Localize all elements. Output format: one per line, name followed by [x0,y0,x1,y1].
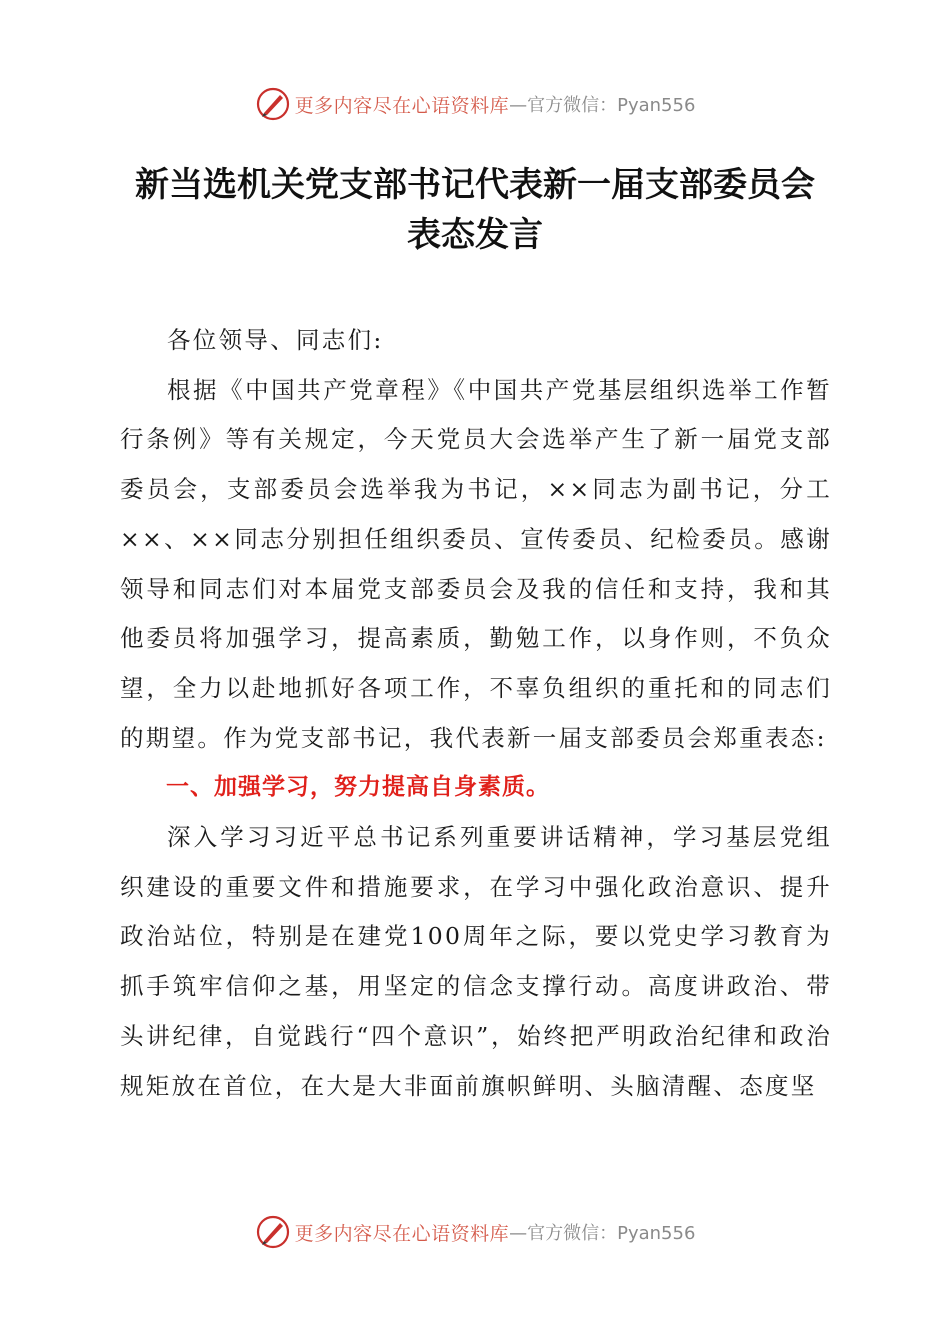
title-line-1: 新当选机关党支部书记代表新一届支部委员会 [135,165,815,205]
watermark-wechat: —官方微信：Pyan556 [509,1223,696,1244]
salutation: 各位领导、同志们: [167,326,384,354]
paragraph-2: 深入学习习近平总书记系列重要讲话精神，学习基层党组织建设的重要文件和措施要求，在学习中强化政治意识、提升政治站位，特别是在建党100周年之际，要以党史学习教育为抓手筑牢信仰之基，用坚定的信念支撑行动。高度讲政治、带头讲纪律，自觉践行“四个意识”，始终把严明政治纪律和政治规矩放在首位，在大是大非面前旗帜鲜明、头脑清醒、态度坚 [120,823,832,1100]
paragraph-1: 根据《中国共产党章程》《中国共产党基层组织选举工作暂行条例》等有关规定，今天党员大会选举产生了新一届党支部委员会，支部委员会选举我为书记，××同志为副书记，分工××、××同志分别担任组织委员、宣传委员、纪检委员。感谢领导和同志们对本届党支部委员会及我的信任和支持，我和其他委员将加强学习，提高素质，勤勉工作，以身作则，不负众望，全力以赴地抓好各项工作，不辜负组织的重托和的同志们的期望。作为党支部书记，我代表新一届支部委员会郑重表态: [120,375,832,752]
watermark-wechat: —官方微信：Pyan556 [509,95,696,116]
section-heading-1: 一、加强学习，努力提高自身素质。 [166,774,550,801]
title-line-2: 表态发言 [407,215,543,255]
watermark-text: 更多内容尽在心语资料库 [294,94,510,117]
document-body [120,316,832,1111]
document-title [60,160,890,260]
quill-logo-icon [255,1214,291,1250]
watermark-text: 更多内容尽在心语资料库 [294,1222,510,1245]
footer-watermark [0,1212,950,1252]
quill-logo-icon [255,86,291,122]
header-watermark [0,84,950,124]
